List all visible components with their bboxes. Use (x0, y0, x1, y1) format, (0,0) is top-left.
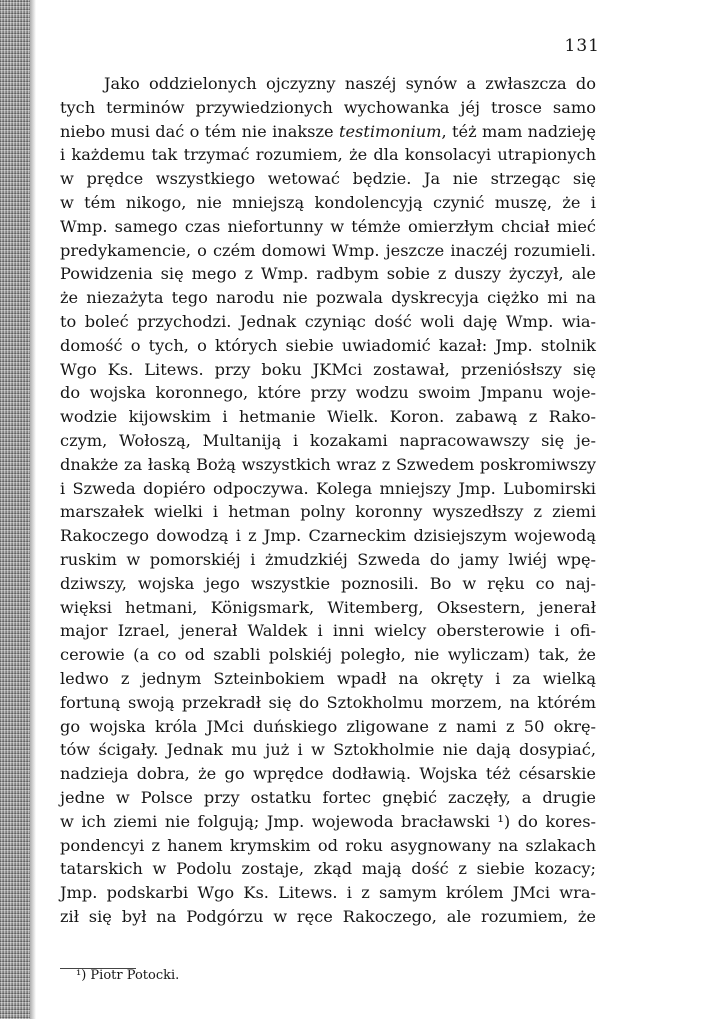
text-line: Rakoczego dowodzą i z Jmp. Czarneckim dzisiejszym wojewodą (60, 526, 596, 546)
scan-gutter-edge (30, 0, 36, 1019)
text-line: Jako oddzielonych ojczyzny naszéj synów a zwłaszcza do (104, 74, 596, 93)
text-line: to boleć przychodzi. Jednak czyniąc dość woli daję Wmp. wia- (60, 311, 596, 331)
text-line: domość o tych, o których siebie uwiadomić kazał: Jmp. stolnik (60, 335, 596, 355)
italic-word: testimonium (338, 121, 442, 141)
text-line: wodzie kijowskim i hetmanie Wielk. Koron. zabawą z Rako- (60, 407, 596, 427)
text-line: i każdemu tak trzymać rozumiem, że dla konsolacyi utrapionych (60, 145, 596, 165)
text-line: Wmp. samego czas niefortunny w témże omierzłym chciał mieć (60, 216, 596, 236)
text-line: w tém nikogo, nie mniejszą kondolencyją czynić muszę, że i (60, 192, 596, 212)
text-line: Wgo Ks. Litews. przy boku JKMci zostawał, przeniósłszy się (60, 359, 596, 379)
text-line: czym, Wołoszą, Multaniją i kozakami napracowawszy się je- (60, 430, 596, 450)
text-line: dziwszy, wojska jego wszystkie poznosili. Bo w ręku co naj- (60, 573, 596, 593)
text-line: w prędce wszystkiego wetować będzie. Ja nie strzegąc się (60, 169, 596, 189)
text-line: cerowie (a co od szabli polskiéj poległo, nie wyliczam) tak, że (60, 645, 596, 665)
text-line: w ich ziemi nie folgują; Jmp. wojewoda bracławski ¹) do kores- (60, 811, 596, 831)
text-line: ził się był na Podgórzu w ręce Rakoczego, ale rozumiem, że (60, 906, 596, 926)
body-text (60, 72, 596, 929)
text-line: tatarskich w Podolu zostaje, zkąd mają dość z siebie kozacy; (60, 859, 596, 879)
text-line: jedne w Polsce przy ostatku fortec gnębić zaczęły, a drugie (60, 787, 596, 807)
text-line: ledwo z jednym Szteinbokiem wpadł na okręty i za wielką (60, 668, 596, 688)
text-line: Powidzenia się mego z Wmp. radbym sobie z duszy życzył, ale (60, 264, 596, 284)
text-line: tych terminów przywiedzionych wychowanka jéj trosce samo (60, 97, 596, 117)
text-line: Jmp. podskarbi Wgo Ks. Litews. i z samym królem JMci wra- (60, 883, 596, 903)
text-line: dnakże za łaską Bożą wszystkich wraz z Szwedem poskromiwszy (60, 454, 596, 474)
footnote: ¹) Piotr Potocki. (76, 968, 180, 983)
text-line: tów ścigały. Jednak mu już i w Sztokholmie nie dają dosypiać, (60, 740, 596, 760)
text-line: że niezażyta tego narodu nie pozwala dyskrecyja ciężko mi na (60, 288, 596, 308)
scan-gutter (0, 0, 30, 1019)
text-line: go wojska króla JMci duńskiego zligowane z nami z 50 okrę- (60, 716, 596, 736)
text-line: major Izrael, jenerał Waldek i inni wielcy obersterowie i ofi- (60, 621, 596, 641)
text-line: marszałek wielki i hetman polny koronny wyszedłszy z ziemi (60, 502, 596, 522)
text-line: więksi hetmani, Königsmark, Witemberg, Oksestern, jenerał (60, 597, 596, 617)
text-line: ruskim w pomorskiéj i żmudzkiéj Szweda do jamy lwiéj wpę- (60, 549, 596, 569)
text-line: pondencyi z hanem krymskim od roku asygnowany na szlakach (60, 835, 596, 855)
text-line: do wojska koronnego, które przy wodzu swoim Jmpanu woje- (60, 383, 596, 403)
page-number: 131 (564, 36, 600, 56)
text-line: i Szweda dopiéro odpoczywa. Kolega mniejszy Jmp. Lubomirski (60, 478, 596, 498)
text-line: predykamencie, o czém domowi Wmp. jeszcze inaczéj rozumieli. (60, 240, 596, 260)
text-line: nadzieja dobra, że go wprędce dodławią. Wojska téż césarskie (60, 764, 596, 784)
text-line: fortuną swoją przekradł się do Sztokholmu morzem, na którém (60, 692, 596, 712)
text-line: niebo musi dać o tém nie inaksze testimonium, téż mam nadzieję (60, 121, 596, 141)
